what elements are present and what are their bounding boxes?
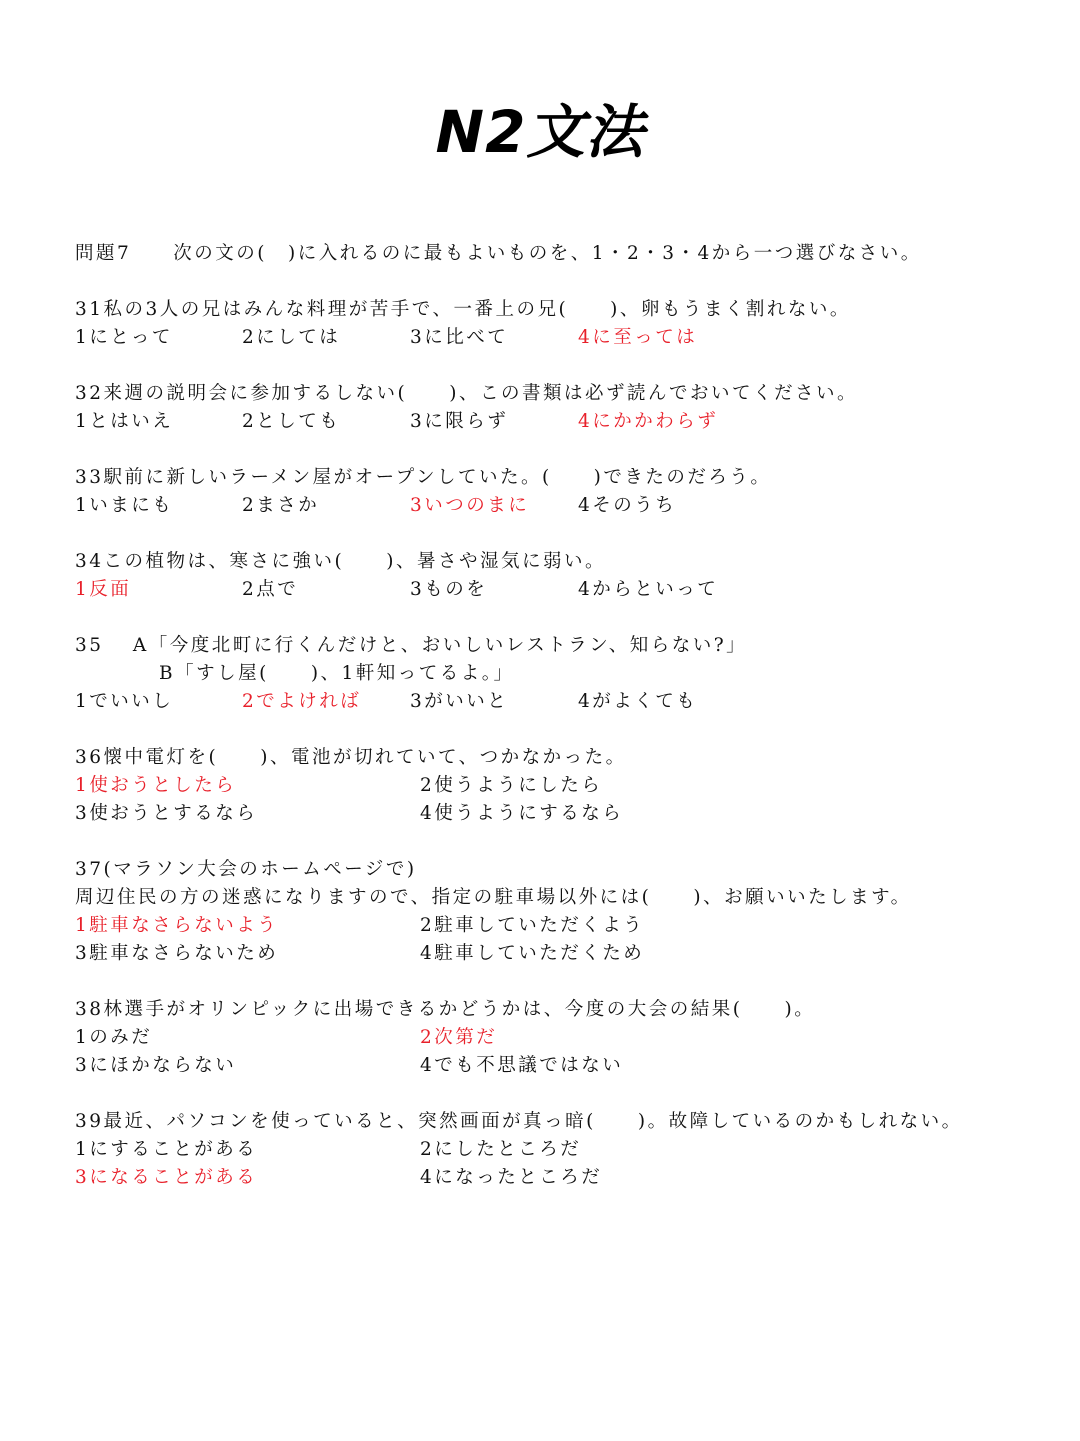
option-3: 3駐車なさらないため (75, 943, 279, 964)
question-text: 31私の3人の兄はみんな料理が苦手で、一番上の兄( )、卵もうまく割れない。 (75, 299, 851, 320)
question-text: 32来週の説明会に参加するしない( )、この書類は必ず読んでおいてください。 (75, 383, 858, 404)
options-row (75, 940, 1035, 968)
question-text: 35 A「今度北町に行くんだけと、おいしいレストラン、知らない?」 (75, 635, 748, 656)
option-3: 3に比べて (410, 327, 509, 348)
option-1-answer: 1使おうとしたら (75, 775, 237, 796)
question-32 (75, 380, 1035, 436)
question-36 (75, 744, 1035, 828)
option-1: 1でいいし (75, 691, 174, 712)
option-2: 2駐車していただくよう (420, 915, 645, 936)
option-1: 1とはいえ (75, 411, 174, 432)
option-1: 1にすることがある (75, 1139, 258, 1160)
option-4: 4がよくても (578, 691, 698, 712)
option-3-answer: 3になることがある (75, 1167, 258, 1188)
options-row (75, 1024, 1035, 1052)
option-2: 2としても (242, 411, 341, 432)
option-4-answer: 4にかかわらず (578, 411, 719, 432)
question-sheet (75, 240, 1035, 1220)
instruction-text: 問題7 次の文の( )に入れるのに最もよいものを、1・2・3・4から一つ選びなさい。 (75, 243, 922, 264)
option-2-answer: 2でよければ (242, 691, 362, 712)
option-4: 4そのうち (578, 495, 677, 516)
question-37 (75, 856, 1035, 968)
option-3: 3ものを (410, 579, 488, 600)
option-4: 4でも不思議ではない (420, 1055, 624, 1076)
question-text: 37(マラソン大会のホームページで) (75, 859, 417, 880)
options-row (75, 408, 1035, 436)
options-row (75, 912, 1035, 940)
option-1-answer: 1反面 (75, 579, 132, 600)
option-2: 2にしては (242, 327, 341, 348)
options-row (75, 1136, 1035, 1164)
option-1: 1にとって (75, 327, 173, 348)
option-3: 3がいいと (410, 691, 509, 712)
question-39 (75, 1108, 1035, 1192)
option-4: 4からといって (578, 579, 719, 600)
option-2: 2使うようにしたら (420, 775, 603, 796)
option-1: 1いまにも (75, 495, 174, 516)
option-1-answer: 1駐車なさらないよう (75, 915, 279, 936)
option-4: 4になったところだ (420, 1167, 603, 1188)
options-row (75, 1052, 1035, 1080)
option-2: 2点で (242, 579, 299, 600)
options-row (75, 1164, 1035, 1192)
question-33 (75, 464, 1035, 520)
options-row (75, 688, 1035, 716)
question-text-continued: 周辺住民の方の迷惑になりますので、指定の駐車場以外には( )、お願いいたします。 (75, 887, 912, 908)
option-2: 2にしたところだ (420, 1139, 582, 1160)
page-title: N2文法 (435, 98, 645, 166)
question-text: 33駅前に新しいラーメン屋がオープンしていた。( )できたのだろう。 (75, 467, 772, 488)
option-4: 4駐車していただくため (420, 943, 645, 964)
question-text: 39最近、パソコンを使っていると、突然画面が真っ暗( )。故障しているのかもしれない。 (75, 1111, 963, 1132)
options-row (75, 492, 1035, 520)
question-35 (75, 632, 1035, 716)
options-row (75, 576, 1035, 604)
question-31 (75, 296, 1035, 352)
option-1: 1のみだ (75, 1027, 153, 1048)
question-text: 38林選手がオリンピックに出場できるかどうかは、今度の大会の結果( )。 (75, 999, 816, 1020)
option-2: 2まさか (242, 495, 320, 516)
question-text-continued: B「すし屋( )、1軒知ってるよ。」 (159, 663, 515, 684)
option-2-answer: 2次第だ (420, 1027, 498, 1048)
option-3: 3にほかならない (75, 1055, 237, 1076)
option-3-answer: 3いつのまに (410, 495, 530, 516)
options-row (75, 324, 1035, 352)
question-text: 34この植物は、寒さに強い( )、暑さや湿気に弱い。 (75, 551, 606, 572)
option-4-answer: 4に至っては (578, 327, 698, 348)
question-text: 36懐中電灯を( )、電池が切れていて、つかなかった。 (75, 747, 627, 768)
option-3: 3使おうとするなら (75, 803, 258, 824)
question-34 (75, 548, 1035, 604)
question-38 (75, 996, 1035, 1080)
options-row (75, 800, 1035, 828)
option-4: 4使うようにするなら (420, 803, 624, 824)
options-row (75, 772, 1035, 800)
option-3: 3に限らず (410, 411, 509, 432)
